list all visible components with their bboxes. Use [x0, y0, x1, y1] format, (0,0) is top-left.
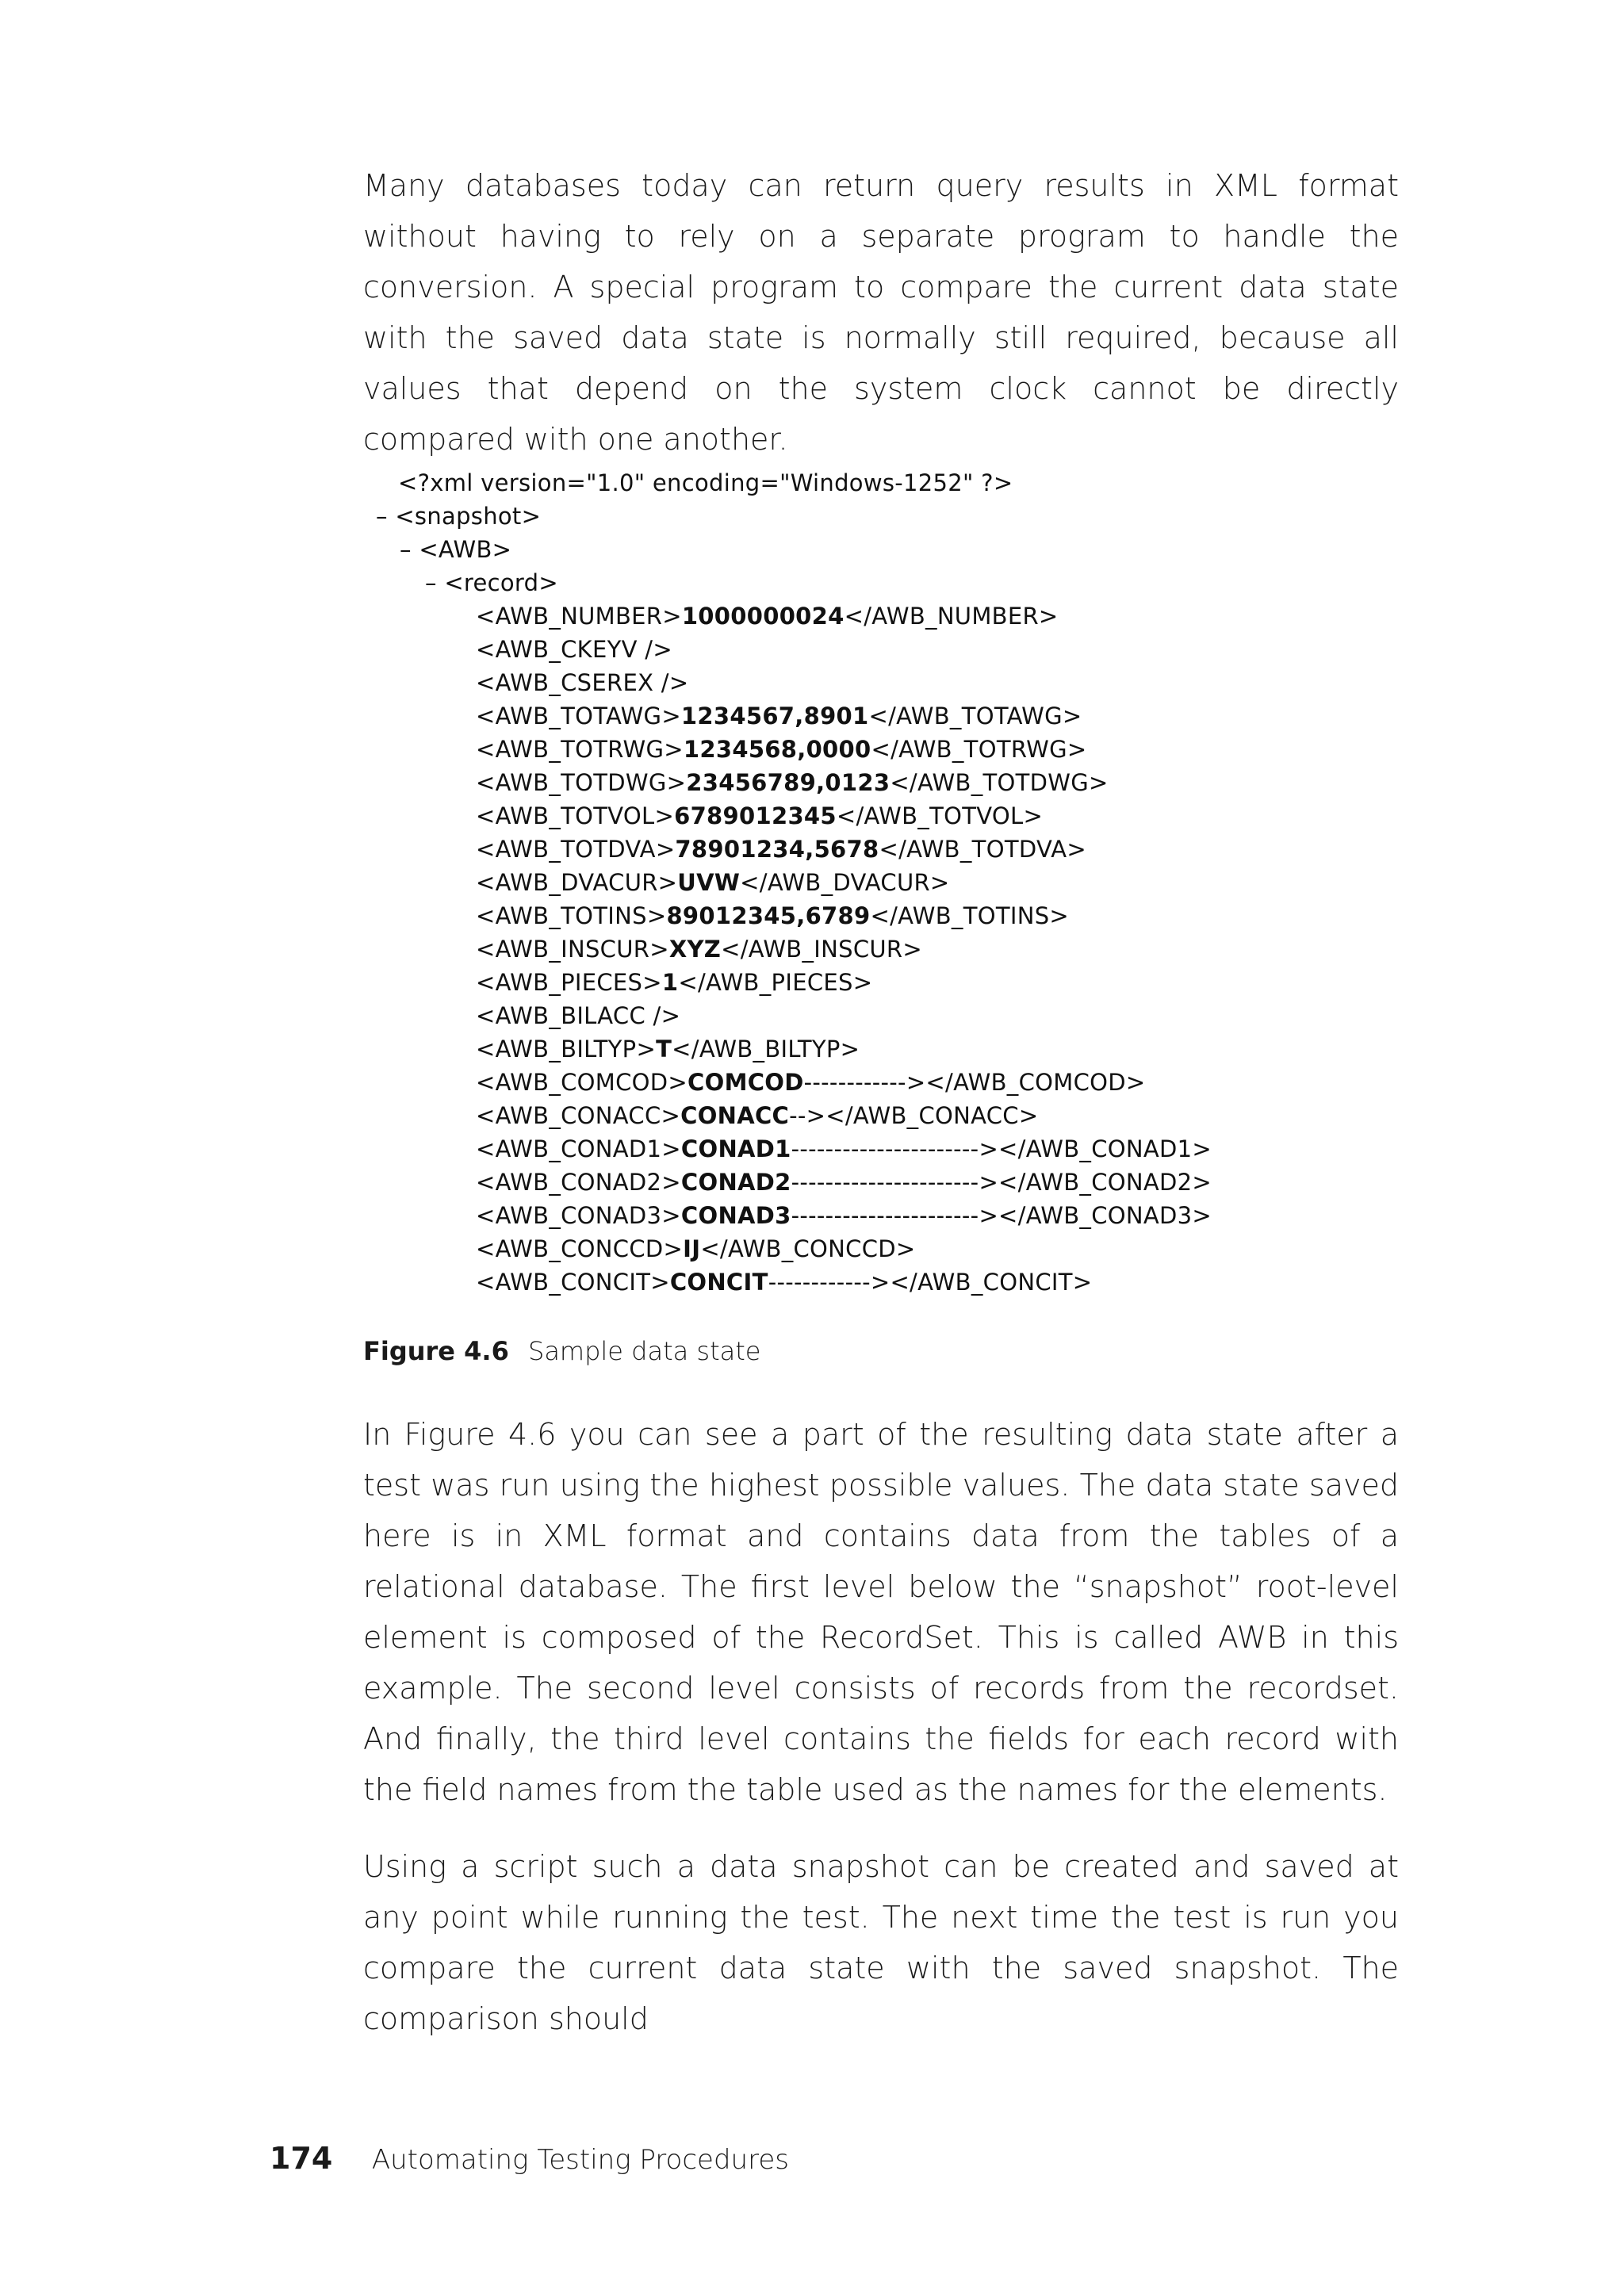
xml-line: <AWB_NUMBER>1000000024</AWB_NUMBER>	[476, 603, 1059, 630]
body-paragraph: Using a script such a data snapshot can be created and saved at any point while running the test. The next time the test is run you compare the current data state with the saved snapshot. The comparison should	[363, 1849, 1399, 2036]
figure-label: Figure 4.6	[363, 1336, 509, 1366]
xml-line: <AWB_CONCIT>CONCIT------------></AWB_CONCIT>	[476, 1269, 1093, 1296]
xml-line: <AWB_COMCOD>COMCOD------------></AWB_COMCOD>	[476, 1069, 1146, 1096]
xml-line: <AWB_BILACC />	[476, 1002, 681, 1029]
xml-figure	[373, 466, 1404, 1307]
xml-line: <AWB_TOTVOL>6789012345</AWB_TOTVOL>	[476, 802, 1044, 829]
body-paragraph: Many databases today can return query results in XML format without having to rely on a separate program to handle the conversion. A special program to compare the current data state with the saved data state is normally still required, because all values that depend on the system clock cannot be directly compared with one another.	[363, 168, 1399, 457]
body-paragraph: In Figure 4.6 you can see a part of the resulting data state after a test was run using the highest possible values. The data state saved here is in XML format and contains data from the tables of a relational database. The first level below the “snapshot” root-level element is composed of the RecordSet. This is called AWB in this example. The second level consists of records from the recordset. And finally, the third level contains the fields for each record with the field names from the table used as the names for the elements.	[363, 1417, 1399, 1807]
xml-line: <AWB_TOTDWG>23456789,0123</AWB_TOTDWG>	[476, 769, 1109, 796]
xml-line: <AWB_DVACUR>UVW</AWB_DVACUR>	[476, 869, 950, 896]
xml-line: <AWB_CONAD2>CONAD2----------------------></AWB_CONAD2>	[476, 1169, 1212, 1196]
figure-caption	[363, 1335, 760, 1367]
xml-line: <AWB_CONAD1>CONAD1----------------------></AWB_CONAD1>	[476, 1135, 1212, 1162]
xml-line: – <AWB>	[400, 536, 512, 563]
xml-line: <AWB_INSCUR>XYZ</AWB_INSCUR>	[476, 936, 922, 963]
xml-line: <?xml version="1.0" encoding="Windows-1252" ?>	[398, 469, 1013, 496]
figure-caption-text: Sample data state	[528, 1336, 761, 1366]
xml-line: <AWB_CSEREX />	[476, 669, 689, 696]
xml-line: <AWB_TOTAWG>1234567,8901</AWB_TOTAWG>	[476, 703, 1082, 729]
xml-line: <AWB_TOTDVA>78901234,5678</AWB_TOTDVA>	[476, 836, 1086, 863]
page-footer	[270, 2141, 789, 2177]
page-number: 174	[270, 2141, 333, 2176]
xml-line: <AWB_CONAD3>CONAD3----------------------></AWB_CONAD3>	[476, 1202, 1212, 1229]
xml-line: <AWB_BILTYP>T</AWB_BILTYP>	[476, 1036, 860, 1063]
xml-line: <AWB_CONCCD>IJ</AWB_CONCCD>	[476, 1235, 916, 1262]
xml-line: – <record>	[425, 569, 558, 596]
xml-line: <AWB_TOTINS>89012345,6789</AWB_TOTINS>	[476, 902, 1069, 929]
running-footer-title: Automating Testing Procedures	[371, 2144, 789, 2176]
xml-line: <AWB_PIECES>1</AWB_PIECES>	[476, 969, 873, 996]
xml-line: <AWB_CKEYV />	[476, 636, 672, 663]
xml-line: <AWB_TOTRWG>1234568,0000</AWB_TOTRWG>	[476, 736, 1087, 763]
xml-line: – <snapshot>	[376, 503, 542, 530]
xml-line: <AWB_CONACC>CONACC--></AWB_CONACC>	[476, 1102, 1039, 1129]
